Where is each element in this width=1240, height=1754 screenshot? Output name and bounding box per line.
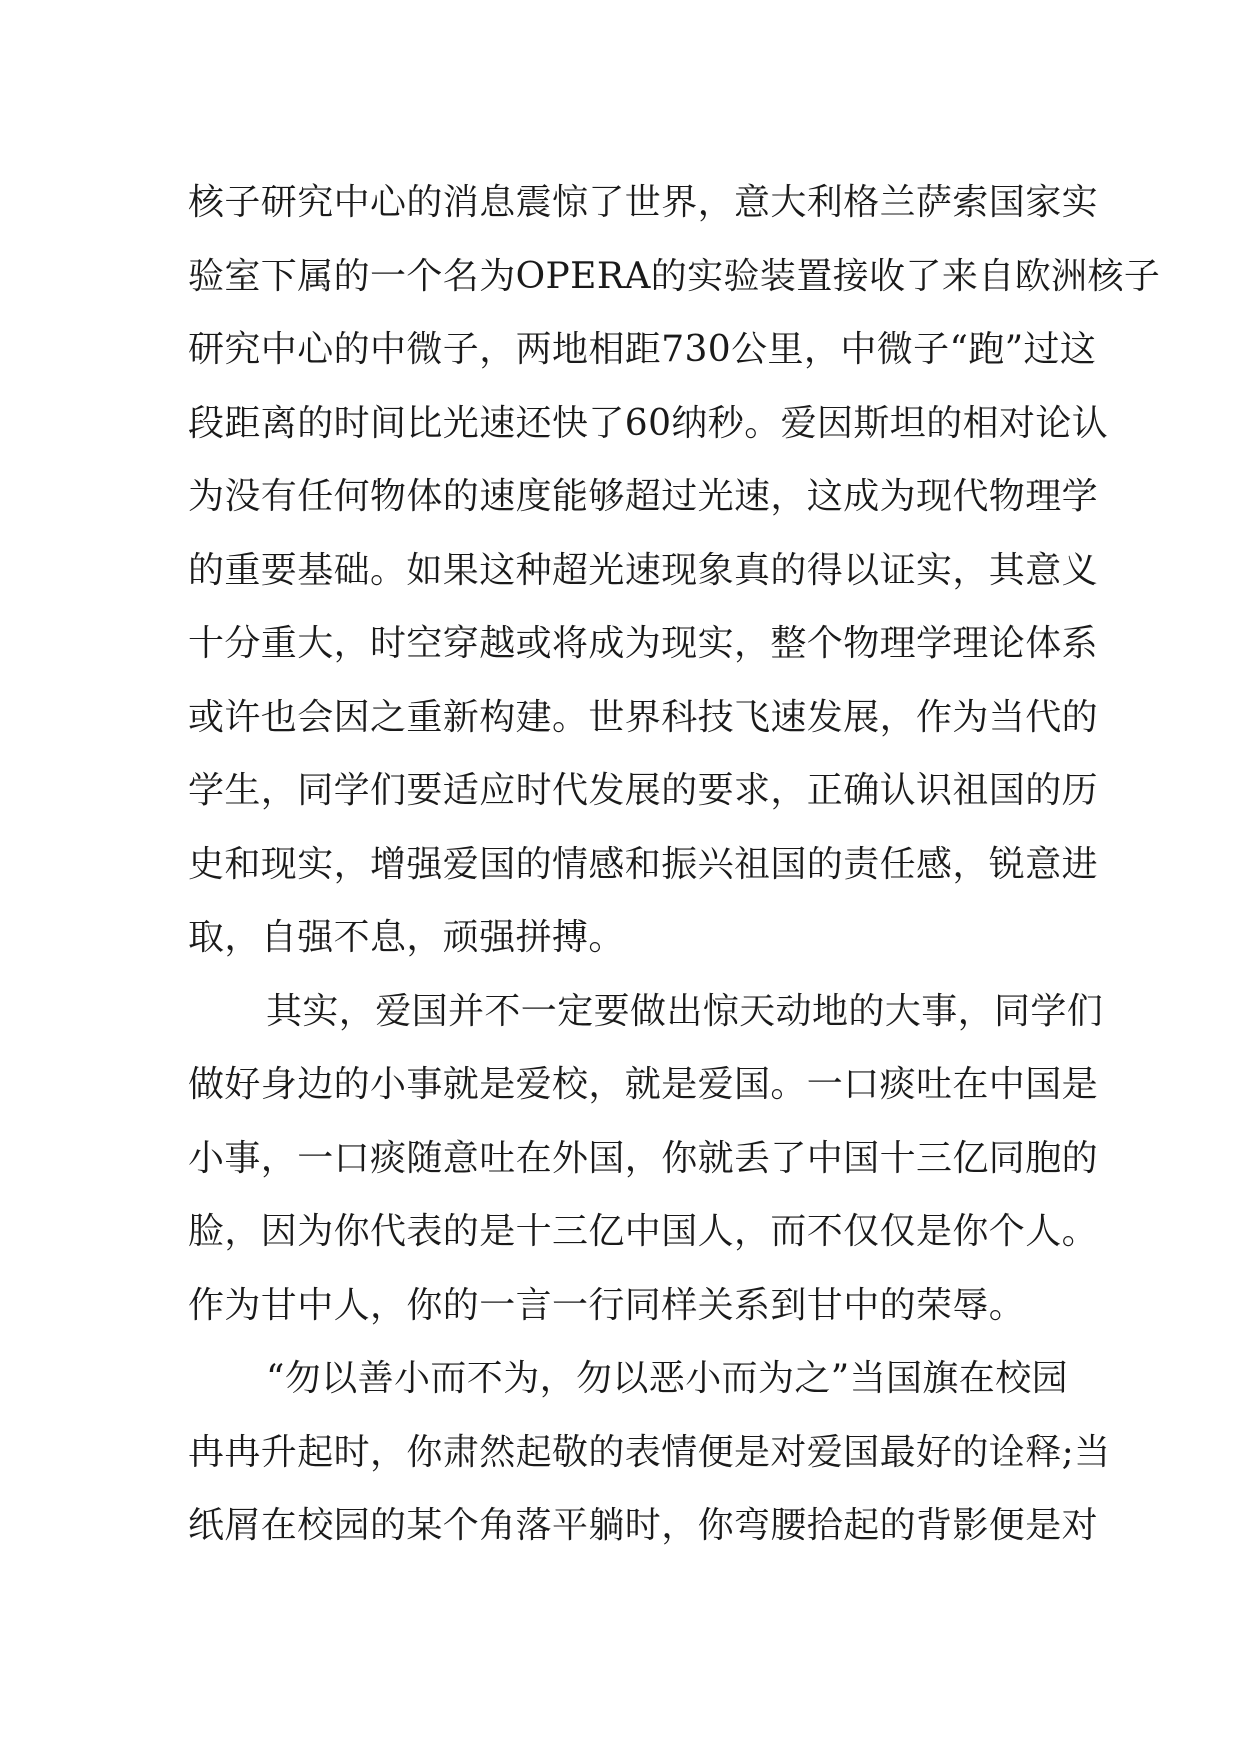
document-body <box>188 166 1161 1563</box>
text-line: 验室下属的一个名为OPERA的实验装置接收了来自欧洲核子 <box>188 255 1161 297</box>
text-line: 学生，同学们要适应时代发展的要求，正确认识祖国的历 <box>188 770 1099 811</box>
text-line: 研究中心的中微子，两地相距730公里，中微子“跑”过这 <box>188 329 1097 370</box>
text-line: 纸屑在校园的某个角落平躺时，你弯腰拾起的背影便是对 <box>188 1505 1099 1546</box>
text-line: 核子研究中心的消息震惊了世界，意大利格兰萨索国家实 <box>188 182 1099 223</box>
text-line: “勿以善小而不为，勿以恶小而为之”当国旗在校园 <box>266 1358 1069 1399</box>
text-line: 史和现实，增强爱国的情感和振兴祖国的责任感，锐意进 <box>188 843 1099 885</box>
paragraph-3 <box>188 1342 1111 1563</box>
text-line: 冉冉升起时，你肃然起敬的表情便是对爱国最好的诠释;当 <box>188 1431 1111 1473</box>
text-line: 或许也会因之重新构建。世界科技飞速发展，作为当代的 <box>188 696 1099 738</box>
text-line: 十分重大，时空穿越或将成为现实，整个物理学理论体系 <box>188 623 1099 664</box>
text-line: 的重要基础。如果这种超光速现象真的得以证实，其意义 <box>188 549 1099 591</box>
text-line: 做好身边的小事就是爱校，就是爱国。一口痰吐在中国是 <box>188 1064 1099 1105</box>
paragraph-2 <box>188 975 1104 1343</box>
text-line: 取，自强不息，顽强拼搏。 <box>188 917 625 958</box>
text-line: 脸，因为你代表的是十三亿中国人，而不仅仅是你个人。 <box>188 1211 1099 1252</box>
text-line: 段距离的时间比光速还快了60纳秒。爱因斯坦的相对论认 <box>188 402 1109 444</box>
text-line: 作为甘中人，你的一言一行同样关系到甘中的荣辱。 <box>188 1284 1026 1326</box>
text-line: 小事，一口痰随意吐在外国，你就丢了中国十三亿同胞的 <box>188 1137 1099 1179</box>
text-line: 为没有任何物体的速度能够超过光速，这成为现代物理学 <box>188 476 1099 517</box>
text-line: 其实，爱国并不一定要做出惊天动地的大事，同学们 <box>266 990 1104 1032</box>
paragraph-1 <box>188 166 1161 975</box>
